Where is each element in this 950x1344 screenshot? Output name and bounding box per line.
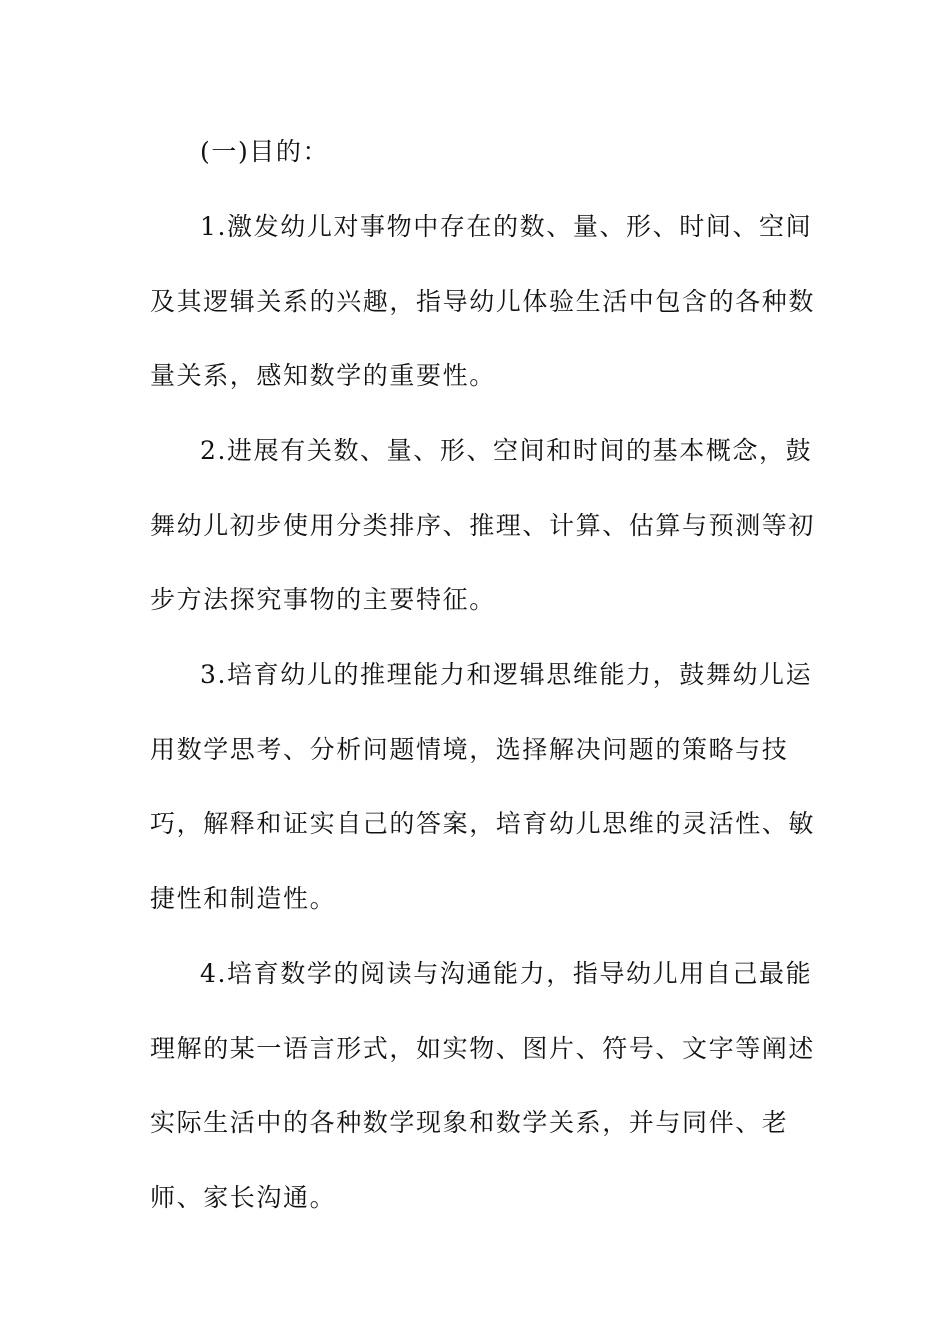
section-heading: (一)目的：: [200, 137, 330, 166]
paragraph-line: 量关系，感知数学的重要性。: [150, 361, 496, 390]
paragraph-line: 理解的某一语言形式，如实物、图片、符号、文字等阐述: [150, 1034, 816, 1063]
paragraph-line: 步方法探究事物的主要特征。: [150, 585, 496, 614]
paragraph-line: 及其逻辑关系的兴趣，指导幼儿体验生活中包含的各种数: [150, 287, 816, 316]
paragraph-line: 1.激发幼儿对事物中存在的数、量、形、时间、空间: [200, 212, 813, 241]
paragraph-line: 舞幼儿初步使用分类排序、推理、计算、估算与预测等初: [150, 511, 816, 540]
paragraph-line: 师、家长沟通。: [150, 1183, 337, 1212]
paragraph-line: 2.进展有关数、量、形、空间和时间的基本概念，鼓: [200, 436, 813, 465]
paragraph-line: 4.培育数学的阅读与沟通能力，指导幼儿用自己最能: [200, 959, 813, 988]
paragraph-line: 用数学思考、分析问题情境，选择解决问题的策略与技: [150, 735, 789, 764]
paragraph-line: 捷性和制造性。: [150, 884, 337, 913]
paragraph-line: 实际生活中的各种数学现象和数学关系，并与同伴、老: [150, 1108, 789, 1137]
paragraph-line: 巧，解释和证实自己的答案，培育幼儿思维的灵活性、敏: [150, 809, 816, 838]
paragraph-line: 3.培育幼儿的推理能力和逻辑思维能力，鼓舞幼儿运: [200, 660, 813, 689]
